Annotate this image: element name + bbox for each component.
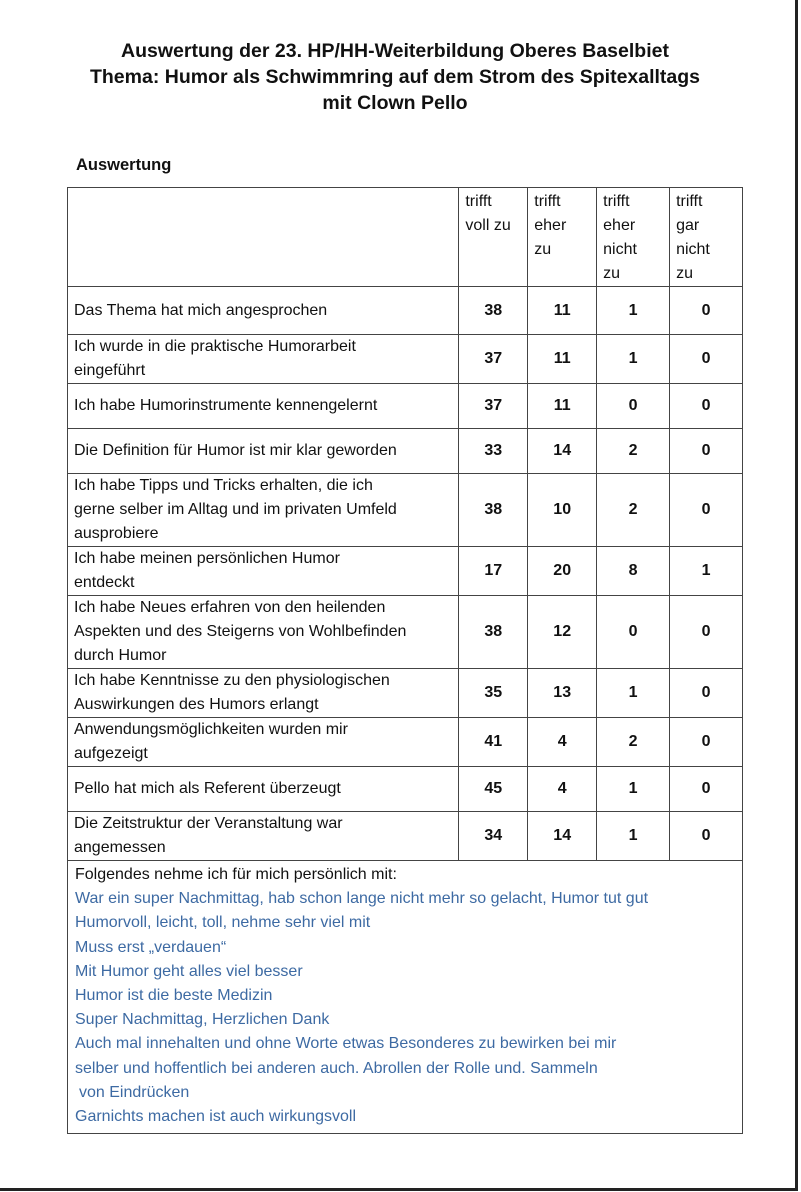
takeaway-cell	[68, 861, 743, 1134]
count-cell: 33	[459, 429, 528, 474]
title-line-2: Thema: Humor als Schwimmring auf dem Strom des Spitexalltags	[89, 66, 701, 88]
comment-line: War ein super Nachmittag, hab schon lange nicht mehr so gelacht, Humor tut gut	[75, 890, 649, 908]
question-cell	[68, 767, 459, 812]
header-line: zu	[534, 241, 552, 258]
takeaway-heading: Folgendes nehme ich für mich persönlich mit:	[75, 866, 397, 883]
section-label: Auswertung	[76, 156, 172, 174]
count-cell: 11	[528, 384, 597, 429]
question-line: gerne selber im Alltag und im privaten Umfeld	[74, 501, 397, 518]
header-line: trifft	[603, 193, 630, 210]
count-cell: 41	[459, 718, 528, 767]
question-cell	[68, 547, 459, 596]
comment-line: Auch mal innehalten und ohne Worte etwas Besonderes zu bewirken bei mir	[75, 1035, 617, 1053]
question-line: Ich habe meinen persönlichen Humor	[74, 550, 340, 567]
header-line: trifft	[534, 193, 561, 210]
comment-line: Muss erst „verdauen“	[75, 938, 227, 956]
question-cell	[68, 429, 459, 474]
table-row	[68, 384, 743, 429]
count-cell: 4	[528, 718, 597, 767]
count-cell: 0	[670, 474, 743, 547]
count-cell: 11	[528, 335, 597, 384]
question-cell	[68, 335, 459, 384]
count-cell: 1	[597, 767, 670, 812]
question-line: Anwendungsmöglichkeiten wurden mir	[74, 721, 348, 738]
count-cell: 0	[670, 429, 743, 474]
question-cell	[68, 474, 459, 547]
table-row	[68, 287, 743, 335]
table-row	[68, 718, 743, 767]
count-cell: 38	[459, 596, 528, 669]
count-cell: 45	[459, 767, 528, 812]
question-line: Die Definition für Humor ist mir klar geworden	[74, 442, 397, 459]
comment-line: Mit Humor geht alles viel besser	[75, 962, 303, 980]
document-title	[0, 38, 790, 116]
header-line: zu	[603, 265, 621, 282]
question-line: Das Thema hat mich angesprochen	[74, 301, 328, 319]
count-cell: 37	[459, 335, 528, 384]
count-cell: 0	[670, 812, 743, 861]
question-cell	[68, 812, 459, 861]
question-line: Aspekten und des Steigerns von Wohlbefinden	[74, 623, 407, 640]
count-cell: 1	[597, 812, 670, 861]
question-cell	[68, 596, 459, 669]
question-cell	[68, 384, 459, 429]
question-line: Ich habe Kenntnisse zu den physiologischen	[74, 672, 390, 689]
count-cell: 35	[459, 669, 528, 718]
evaluation-table	[67, 187, 743, 1134]
header-line: zu	[676, 265, 693, 282]
table-body	[68, 287, 743, 861]
table-row	[68, 474, 743, 547]
question-line: Ich habe Tipps und Tricks erhalten, die ich	[74, 477, 373, 494]
count-cell: 8	[597, 547, 670, 596]
count-cell: 2	[597, 474, 670, 547]
question-cell	[68, 718, 459, 767]
count-cell: 1	[670, 547, 743, 596]
question-line: Ich habe Humorinstrumente kennengelernt	[74, 397, 378, 414]
count-cell: 1	[597, 335, 670, 384]
count-cell: 0	[670, 669, 743, 718]
comment-list	[75, 887, 735, 1129]
comment-line: selber und hoffentlich bei anderen auch. Abrollen der Rolle und. Sammeln	[75, 1059, 598, 1077]
header-line: eher	[603, 217, 636, 234]
header-trifft-eher-zu	[528, 188, 597, 287]
question-line: angemessen	[74, 839, 166, 856]
count-cell: 1	[597, 287, 670, 335]
count-cell: 2	[597, 429, 670, 474]
question-line: entdeckt	[74, 574, 135, 591]
table-row	[68, 767, 743, 812]
count-cell: 0	[597, 384, 670, 429]
table-row	[68, 812, 743, 861]
question-cell	[68, 669, 459, 718]
header-line: voll zu	[465, 217, 511, 234]
comment-line: Humor ist die beste Medizin	[75, 987, 273, 1005]
count-cell: 37	[459, 384, 528, 429]
count-cell: 0	[670, 287, 743, 335]
header-line: trifft	[676, 193, 703, 210]
title-line-1: Auswertung der 23. HP/HH-Weiterbildung Oberes Baselbiet	[121, 40, 669, 62]
question-line: ausprobiere	[74, 525, 159, 542]
count-cell: 13	[528, 669, 597, 718]
count-cell: 10	[528, 474, 597, 547]
title-line-3: mit Clown Pello	[322, 92, 468, 114]
question-line: eingeführt	[74, 362, 146, 379]
table-row	[68, 669, 743, 718]
comment-line: von Eindrücken	[79, 1083, 190, 1101]
question-line: Ich habe Neues erfahren von den heilenden	[74, 599, 386, 616]
count-cell: 4	[528, 767, 597, 812]
header-empty-cell	[68, 188, 459, 287]
count-cell: 0	[670, 767, 743, 812]
count-cell: 0	[597, 596, 670, 669]
count-cell: 2	[597, 718, 670, 767]
count-cell: 20	[528, 547, 597, 596]
count-cell: 17	[459, 547, 528, 596]
question-cell	[68, 287, 459, 335]
comment-line: Garnichts machen ist auch wirkungsvoll	[75, 1108, 357, 1126]
header-line: gar	[676, 217, 700, 234]
question-line: Die Zeitstruktur der Veranstaltung war	[74, 815, 343, 832]
table-row	[68, 429, 743, 474]
header-row	[68, 188, 743, 287]
table-row	[68, 335, 743, 384]
count-cell: 12	[528, 596, 597, 669]
takeaway-row	[68, 861, 743, 1134]
question-line: Ich wurde in die praktische Humorarbeit	[74, 338, 356, 355]
header-line: eher	[534, 217, 567, 234]
header-line: nicht	[676, 241, 710, 258]
table-row	[68, 547, 743, 596]
count-cell: 14	[528, 812, 597, 861]
comment-line: Super Nachmittag, Herzlichen Dank	[75, 1011, 330, 1029]
count-cell: 0	[670, 596, 743, 669]
question-line: Pello hat mich als Referent überzeugt	[74, 780, 341, 797]
count-cell: 38	[459, 474, 528, 547]
question-line: Auswirkungen des Humors erlangt	[74, 696, 319, 713]
header-trifft-gar-nicht-zu	[670, 188, 743, 287]
count-cell: 0	[670, 335, 743, 384]
count-cell: 0	[670, 384, 743, 429]
header-trifft-voll-zu	[459, 188, 528, 287]
count-cell: 0	[670, 718, 743, 767]
header-line: trifft	[465, 193, 492, 210]
question-line: durch Humor	[74, 647, 167, 664]
table-row	[68, 596, 743, 669]
count-cell: 14	[528, 429, 597, 474]
count-cell: 1	[597, 669, 670, 718]
header-trifft-eher-nicht-zu	[597, 188, 670, 287]
count-cell: 34	[459, 812, 528, 861]
count-cell: 38	[459, 287, 528, 335]
count-cell: 11	[528, 287, 597, 335]
header-line: nicht	[603, 241, 637, 258]
question-line: aufgezeigt	[74, 745, 148, 762]
comment-line: Humorvoll, leicht, toll, nehme sehr viel mit	[75, 914, 371, 932]
